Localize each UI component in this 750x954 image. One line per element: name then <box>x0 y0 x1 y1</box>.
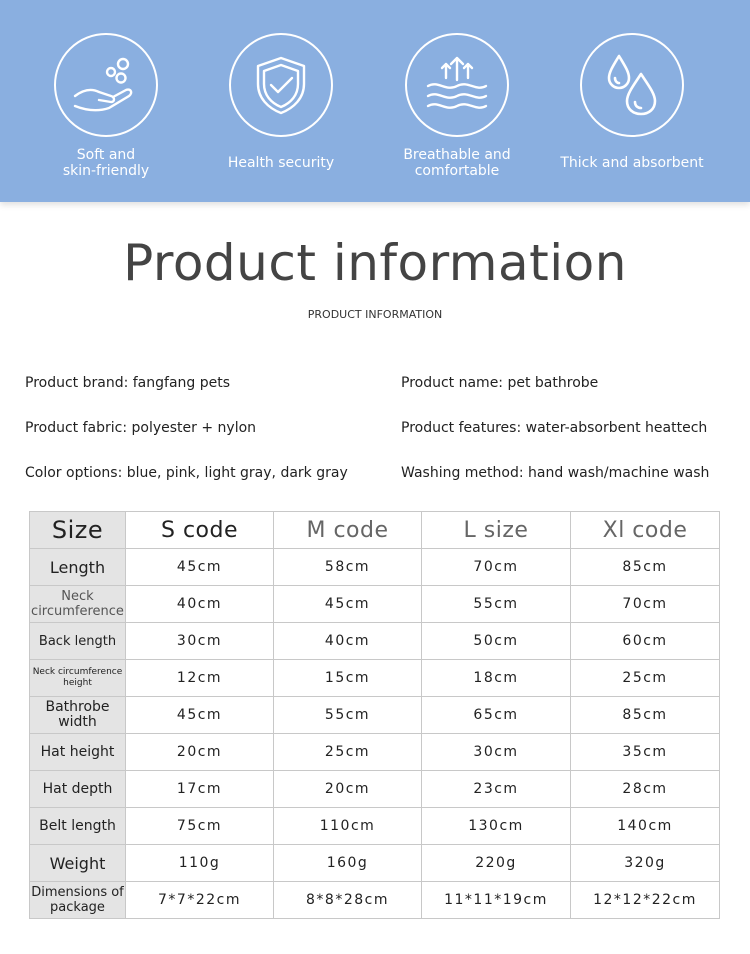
table-cell: 25cm <box>274 734 422 771</box>
table-cell: 35cm <box>571 734 720 771</box>
feature-breathable <box>382 33 532 181</box>
feature-banner <box>0 0 750 202</box>
row-label: Length <box>30 549 126 586</box>
row-label: Weight <box>30 845 126 882</box>
table-row <box>30 697 720 734</box>
table-cell: 12*12*22cm <box>571 882 720 919</box>
table-cell: 45cm <box>126 549 274 586</box>
row-label: Back length <box>30 623 126 660</box>
table-cell: 20cm <box>126 734 274 771</box>
table-cell: 11*11*19cm <box>422 882 571 919</box>
table-cell: 12cm <box>126 660 274 697</box>
table-cell: 60cm <box>571 623 720 660</box>
table-row <box>30 586 720 623</box>
table-cell: 15cm <box>274 660 422 697</box>
feature-breathable-label: Breathable and comfortable <box>403 147 511 179</box>
table-cell: 18cm <box>422 660 571 697</box>
page-subtitle: PRODUCT INFORMATION <box>307 308 443 321</box>
table-cell: 55cm <box>274 697 422 734</box>
table-cell: 58cm <box>274 549 422 586</box>
table-cell: 55cm <box>422 586 571 623</box>
feature-absorbent-label: Thick and absorbent <box>560 155 704 171</box>
info-name: Product name: pet bathrobe <box>401 375 599 391</box>
table-cell: 50cm <box>422 623 571 660</box>
table-cell: 30cm <box>422 734 571 771</box>
table-cell: 40cm <box>274 623 422 660</box>
table-row <box>30 623 720 660</box>
info-features: Product features: water-absorbent heattech <box>401 420 708 436</box>
size-table <box>29 511 720 919</box>
table-cell: 140cm <box>571 808 720 845</box>
table-cell: 220g <box>422 845 571 882</box>
feature-soft-label: Soft and skin-friendly <box>62 147 150 179</box>
table-cell: 160g <box>274 845 422 882</box>
table-cell: 110g <box>126 845 274 882</box>
info-colors: Color options: blue, pink, light gray, dark gray <box>25 465 348 481</box>
row-label: Neck circumference <box>30 586 126 623</box>
table-row <box>30 771 720 808</box>
row-label: Bathrobe width <box>30 697 126 734</box>
row-label: Neck circumference height <box>30 660 126 697</box>
table-cell: 45cm <box>274 586 422 623</box>
table-cell: 28cm <box>571 771 720 808</box>
table-cell: 110cm <box>274 808 422 845</box>
table-row <box>30 808 720 845</box>
row-label: Hat depth <box>30 771 126 808</box>
hand-bubbles-icon <box>54 33 158 137</box>
table-row <box>30 845 720 882</box>
table-cell: 30cm <box>126 623 274 660</box>
table-row <box>30 660 720 697</box>
info-washing: Washing method: hand wash/machine wash <box>401 465 710 481</box>
row-label: Dimensions of package <box>30 882 126 919</box>
table-cell: 23cm <box>422 771 571 808</box>
info-fabric: Product fabric: polyester + nylon <box>25 420 257 436</box>
row-label: Hat height <box>30 734 126 771</box>
feature-health <box>206 33 356 181</box>
table-row <box>30 549 720 586</box>
feature-absorbent <box>557 33 707 181</box>
table-header-row <box>30 512 720 549</box>
table-header-cell: Xl code <box>571 512 720 549</box>
table-cell: 20cm <box>274 771 422 808</box>
table-cell: 85cm <box>571 549 720 586</box>
table-cell: 85cm <box>571 697 720 734</box>
table-row <box>30 734 720 771</box>
table-cell: 45cm <box>126 697 274 734</box>
table-cell: 17cm <box>126 771 274 808</box>
row-label: Belt length <box>30 808 126 845</box>
table-header-cell: L size <box>422 512 571 549</box>
table-cell: 40cm <box>126 586 274 623</box>
feature-health-label: Health security <box>227 155 335 171</box>
waves-arrows-icon <box>405 33 509 137</box>
table-cell: 75cm <box>126 808 274 845</box>
table-cell: 70cm <box>422 549 571 586</box>
table-cell: 7*7*22cm <box>126 882 274 919</box>
table-cell: 130cm <box>422 808 571 845</box>
table-row <box>30 882 720 919</box>
info-brand: Product brand: fangfang pets <box>25 375 231 391</box>
table-cell: 65cm <box>422 697 571 734</box>
water-drops-icon <box>580 33 684 137</box>
table-cell: 8*8*28cm <box>274 882 422 919</box>
table-header-cell: Size <box>30 512 126 549</box>
table-cell: 25cm <box>571 660 720 697</box>
table-header-cell: M code <box>274 512 422 549</box>
table-cell: 320g <box>571 845 720 882</box>
table-cell: 70cm <box>571 586 720 623</box>
feature-soft <box>31 33 181 181</box>
table-header-cell: S code <box>126 512 274 549</box>
shield-check-icon <box>229 33 333 137</box>
page-title: Product information <box>123 234 627 292</box>
